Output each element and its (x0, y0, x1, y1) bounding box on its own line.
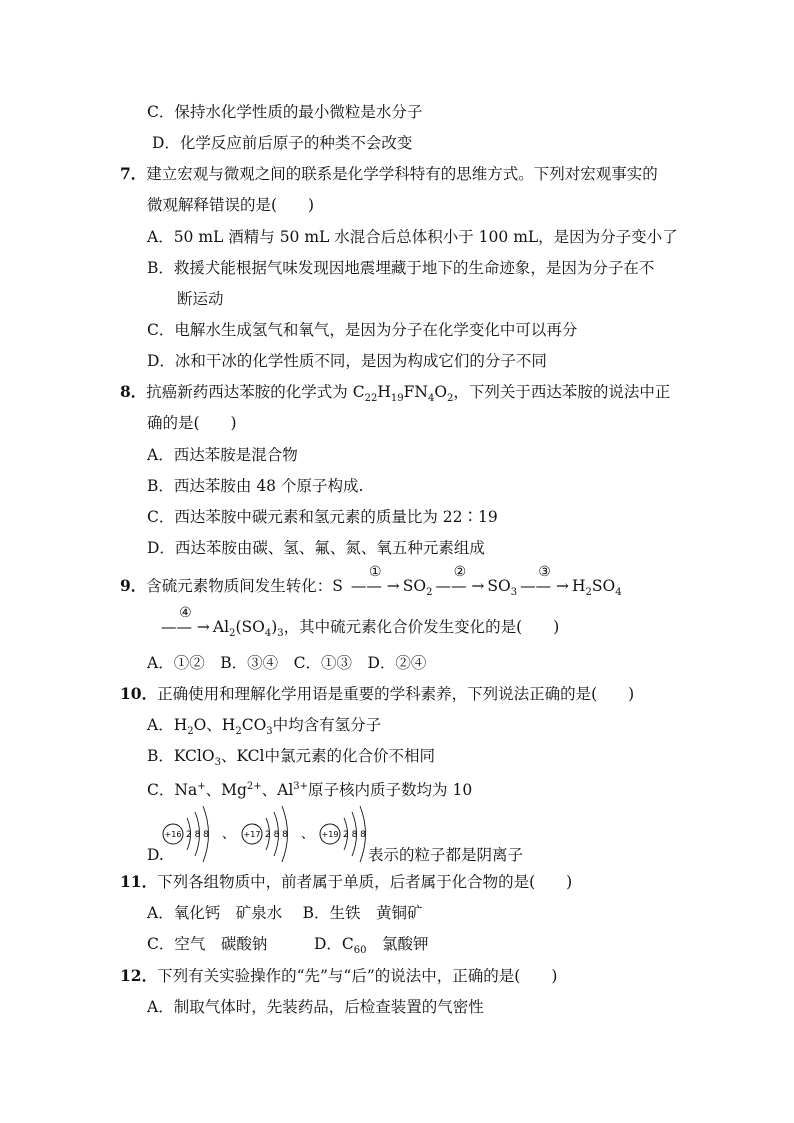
q8-number: 8． (120, 382, 147, 401)
q11-options-ab: A．氧化钙 矿泉水 B．生铁 黄铜矿 (147, 904, 423, 922)
q10-number: 10． (120, 684, 158, 703)
separator-2: 、 (301, 827, 315, 842)
svg-text:2 8 8: 2 8 8 (343, 830, 366, 840)
q7-option-c: C．电解水生成氢气和氧气，是因为分子在化学变化中可以再分 (147, 321, 578, 339)
q11-text: 下列各组物质中，前者属于单质，后者属于化合物的是( ) (157, 873, 573, 891)
arrow-1: ① —— → (350, 564, 400, 595)
q10-text: 正确使用和理解化学用语是重要的学科素养，下列说法正确的是( ) (157, 685, 635, 703)
q8-text: 抗癌新药西达苯胺的化学式为 (146, 383, 353, 401)
q7-text: 建立宏观与微观之间的联系是化学学科特有的思维方式。下列对宏观事实的 (146, 165, 658, 183)
atom-diagram-3 (320, 806, 366, 862)
q7-option-b: B．救援犬能根据气味发现因地震埋藏于地下的生命迹象，是因为分子在不 (147, 259, 655, 277)
arrow-2: ② —— → (435, 564, 485, 595)
svg-text:+19: +19 (321, 830, 339, 839)
q12-option-a: A．制取气体时，先装药品，后检查装置的气密性 (147, 998, 484, 1016)
q12-text: 下列有关实验操作的“先”与“后”的说法中，正确的是( ) (157, 967, 558, 985)
q10-option-c: C．Na+、$Mg^{2+}$、$Al^{3+}$原子核内质子数均为 10 (147, 781, 473, 800)
q8-text-post: ，下列关于西达苯胺的说法中正 (453, 383, 671, 401)
q7-number: 7． (120, 164, 147, 183)
q9-options: A．①② B．③④ C．①③ D．②④ (147, 654, 427, 672)
q8-option-b: B．西达苯胺由 48 个原子构成. (147, 477, 364, 495)
svg-text:+16: +16 (164, 830, 182, 839)
q7-stem-cont: 微观解释错误的是( ) (147, 196, 315, 214)
q6-option-c: C．保持水化学性质的最小微粒是水分子 (147, 103, 423, 121)
atom-diagram-2 (242, 806, 288, 862)
q10-option-b: B．KClO$_3$、KCl中氯元素的化合价不相同 (147, 747, 435, 769)
svg-text:+17: +17 (243, 830, 261, 839)
svg-text:2 8 8: 2 8 8 (265, 830, 288, 840)
atom-diagram-1 (163, 806, 209, 862)
q10-option-d-label: D. (147, 846, 164, 864)
q8-option-a: A．西达苯胺是混合物 (147, 446, 298, 464)
arrow-3: ③ —— → (520, 564, 570, 595)
q12-number: 12． (120, 966, 158, 985)
q6-option-d: D．化学反应前后原子的种类不会改变 (152, 134, 413, 152)
q10-option-d-text: 表示的粒子都是阴离子 (368, 846, 524, 864)
q7-option-b-cont: 断运动 (177, 290, 224, 308)
svg-text:2 8 8: 2 8 8 (186, 830, 209, 840)
formula-c22h19fn4o2: $C_{22}H_{19}FN_4O_2$ (352, 383, 454, 405)
q9-stem-cont: ④ —— → $Al_2(SO_4)_3$，其中硫元素化合价发生变化的是( ) (161, 605, 560, 640)
q7-option-a: A．50 mL 酒精与 50 mL 水混合后总体积小于 100 mL，是因为分子变小了 (147, 228, 678, 246)
q10-stem (120, 684, 634, 704)
q10-option-a: A．$H_2O$、$H_2CO_3$中均含有氢分子 (147, 716, 382, 738)
q7-option-d: D．冰和干冰的化学性质不同，是因为构成它们的分子不同 (147, 352, 547, 370)
q8-stem (120, 382, 670, 409)
atom-structure-diagrams (160, 800, 375, 862)
q9-stem: 9．含硫元素物质间发生转化：S ① —— → $SO_2$ ② —— → $SO_3$ ③ —— → $H_2SO_4$ (120, 564, 622, 599)
arrow-4: ④ —— → (161, 605, 210, 636)
q11-option-d: D．$C_{60}$ 氯酸钾 (314, 935, 429, 957)
q8-option-c: C．西达苯胺中碳元素和氢元素的质量比为 22∶19 (147, 508, 498, 526)
q9-text: 含硫元素物质间发生转化：S (146, 577, 348, 595)
q11-number: 11． (120, 872, 158, 891)
q7-stem (120, 164, 658, 184)
q8-option-d: D．西达苯胺由碳、氢、氟、氮、氧五种元素组成 (147, 539, 485, 557)
q11-stem (120, 872, 572, 892)
q11-option-c: C．空气 碳酸钠 (147, 935, 268, 953)
q12-stem (120, 966, 557, 986)
q8-stem-cont: 确的是( ) (147, 414, 237, 432)
separator-1: 、 (222, 827, 236, 842)
q9-number: 9． (120, 576, 147, 595)
